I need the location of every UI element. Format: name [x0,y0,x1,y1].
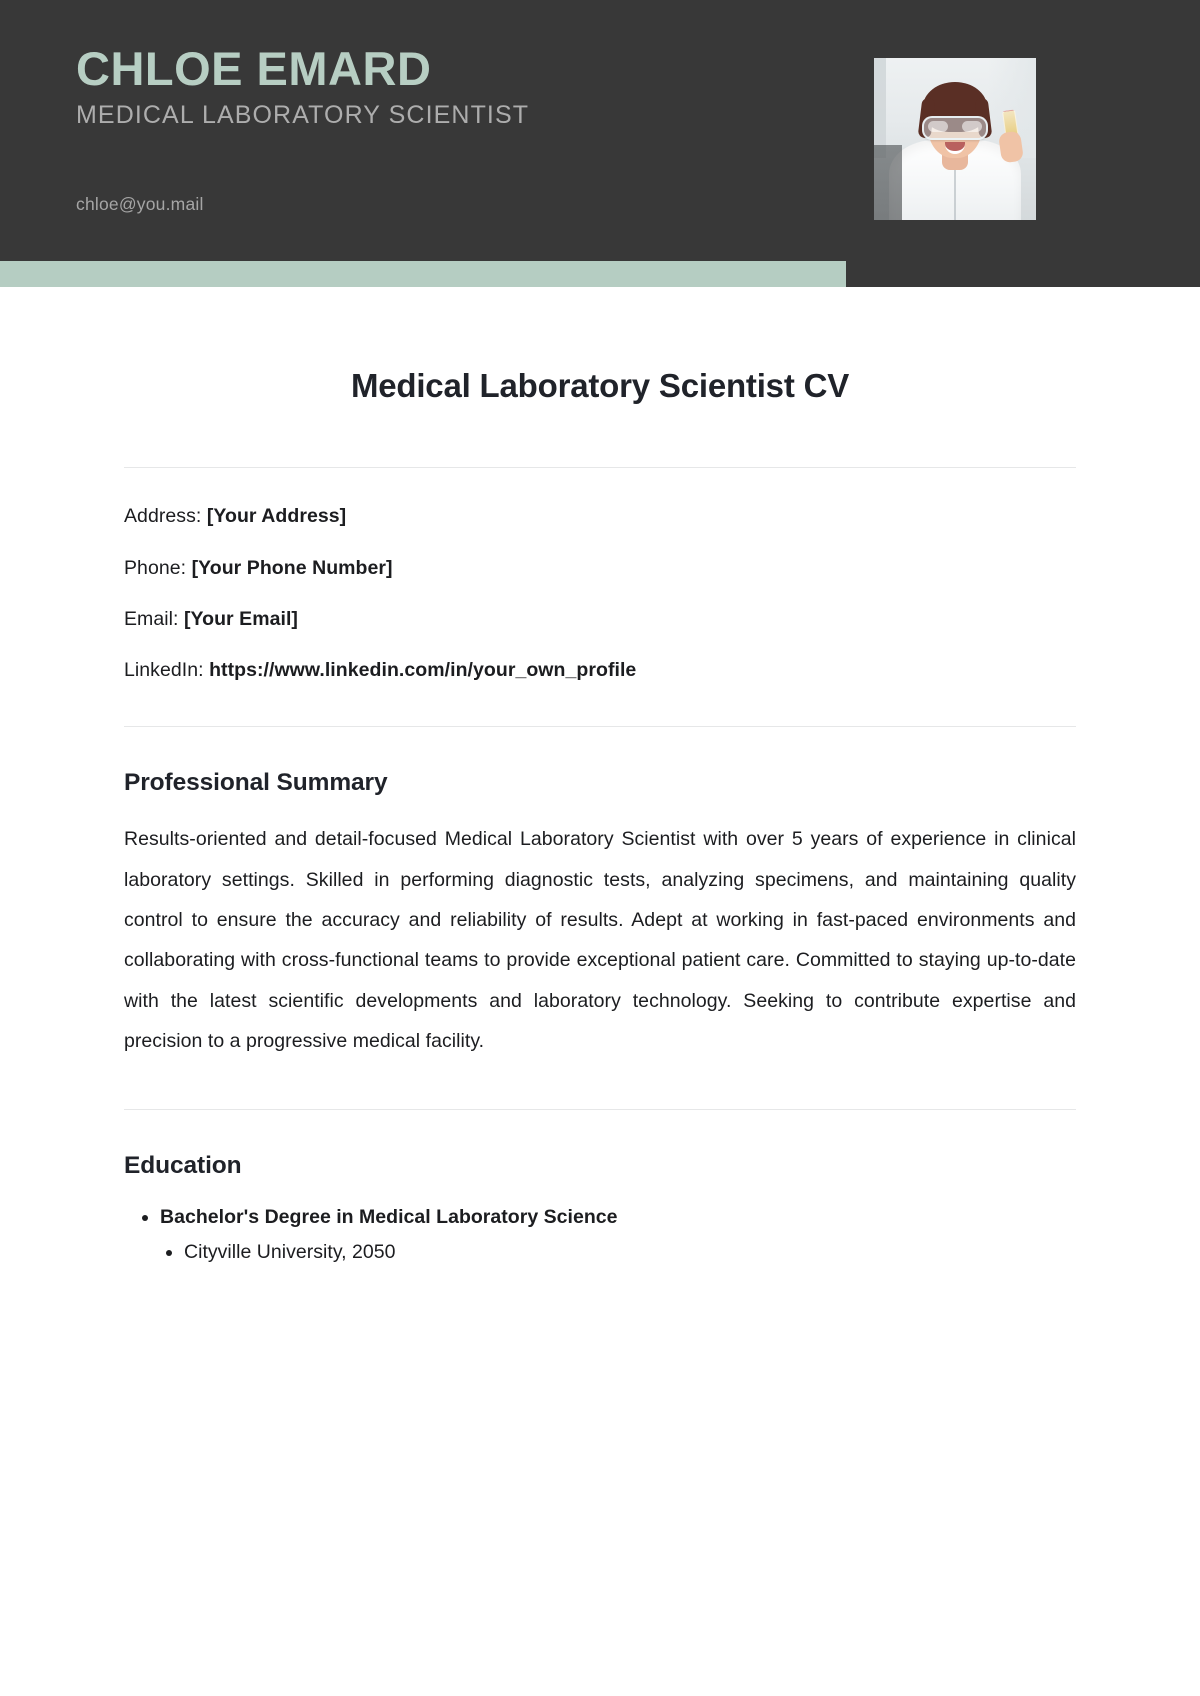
summary-paragraph: Results-oriented and detail-focused Medical Laboratory Scientist with over 5 years of experience in clinical laboratory settings. Skilled in performing diagnostic tests, analyzing specimens, and maintaining quality control to ensure the accuracy and reliability of results. Adept at working in fast-paced environments and collaborating with cross-functional teams to provide exceptional patient care. Committed to staying up-to-date with the latest scientific developments and laboratory technology. Seeking to contribute expertise and precision to a progressive medical facility. [124,828,1076,1053]
hand-shape [998,131,1024,164]
cv-header [0,0,1200,261]
contact-row-linkedin [124,657,1076,683]
header-identity [76,44,836,130]
contact-value-linkedin[interactable]: https://www.linkedin.com/in/your_own_profile [209,659,637,682]
section-title-education: Education [124,1151,242,1179]
contact-value-email: [Your Email] [183,607,298,630]
portrait-illustration [874,58,1036,220]
contact-label-linkedin: LinkedIn: [124,659,204,682]
education-degree: Bachelor's Degree in Medical Laboratory Science [160,1206,618,1229]
contact-value-address: [Your Address] [206,505,347,528]
list-item: • Cityville University, 2050 [184,1237,1076,1268]
page-title: Medical Laboratory Scientist CV [350,367,850,404]
cv-body [0,287,1200,1268]
section-title-summary: Professional Summary [124,768,388,796]
accent-bar-remainder [846,261,1200,287]
list-item [160,1202,1076,1267]
contact-label-phone: Phone: [124,556,187,579]
contact-row-phone [124,555,1076,581]
contact-block [124,468,1076,683]
contact-row-email [124,606,1076,632]
safety-goggles-icon [922,116,988,140]
contact-label-address: Address: [124,505,202,528]
avatar [874,58,1036,220]
education-sublist [160,1237,1076,1268]
education-list [124,1202,1076,1267]
candidate-name: CHLOE EMARD [76,42,432,95]
accent-bar [0,261,846,287]
header-email: chloe@you.mail [76,194,204,214]
section-professional-summary [124,727,1076,1062]
contact-row-address [124,503,1076,529]
candidate-role: MEDICAL LABORATORY SCIENTIST [76,100,530,129]
contact-label-email: Email: [124,607,179,630]
section-education [124,1110,1076,1268]
contact-value-phone: [Your Phone Number] [191,556,393,579]
